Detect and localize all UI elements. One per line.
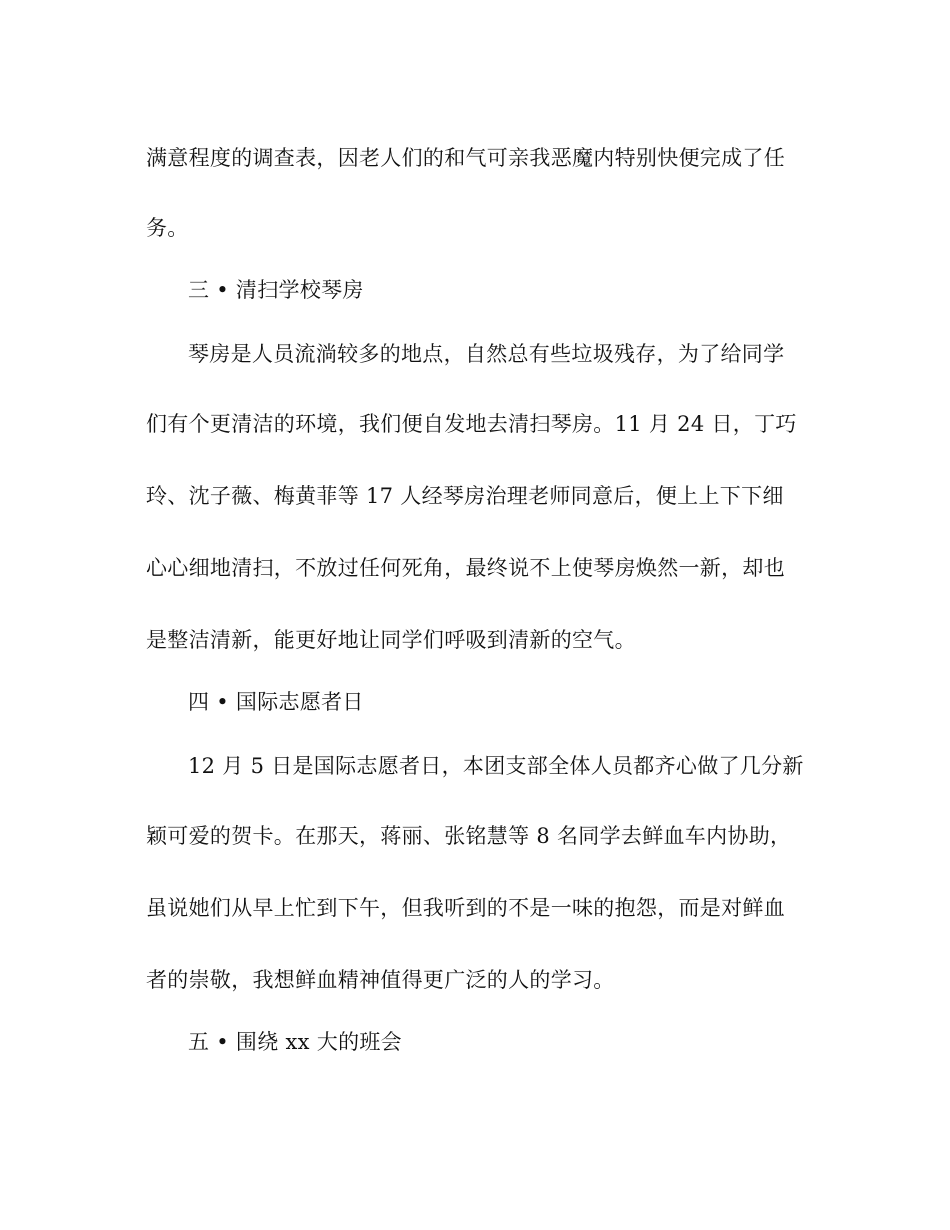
paragraph-line: 虽说她们从早上忙到下午，但我听到的不是一味的抱怨，而是对鲜血 bbox=[146, 896, 785, 920]
section-heading: 四 • 国际志愿者日 bbox=[188, 690, 364, 714]
paragraph-line: 满意程度的调查表，因老人们的和气可亲我恶魔内特别快便完成了任 bbox=[146, 146, 785, 170]
paragraph-line: 者的崇敬，我想鲜血精神值得更广泛的人的学习。 bbox=[146, 968, 615, 992]
section-heading: 五 • 围绕 xx 大的班会 bbox=[188, 1030, 402, 1054]
paragraph-line: 琴房是人员流淌较多的地点，自然总有些垃圾残存，为了给同学 bbox=[188, 342, 785, 366]
paragraph-line: 颖可爱的贺卡。在那天，蒋丽、张铭慧等 8 名同学去鲜血车内协助， bbox=[146, 824, 792, 848]
paragraph-line: 心心细地清扫，不放过任何死角，最终说不上使琴房焕然一新，却也 bbox=[146, 556, 785, 580]
paragraph-line: 们有个更清洁的环境，我们便自发地去清扫琴房。11 月 24 日，丁巧 bbox=[146, 412, 797, 436]
paragraph-line: 务。 bbox=[146, 216, 189, 240]
paragraph-line: 是整洁清新，能更好地让同学们呼吸到清新的空气。 bbox=[146, 628, 636, 652]
section-heading: 三 • 清扫学校琴房 bbox=[188, 278, 364, 302]
paragraph-line: 12 月 5 日是国际志愿者日，本团支部全体人员都齐心做了几分新 bbox=[188, 754, 804, 778]
paragraph-line: 玲、沈子薇、梅黄菲等 17 人经琴房治理老师同意后，便上上下下细 bbox=[146, 484, 784, 508]
